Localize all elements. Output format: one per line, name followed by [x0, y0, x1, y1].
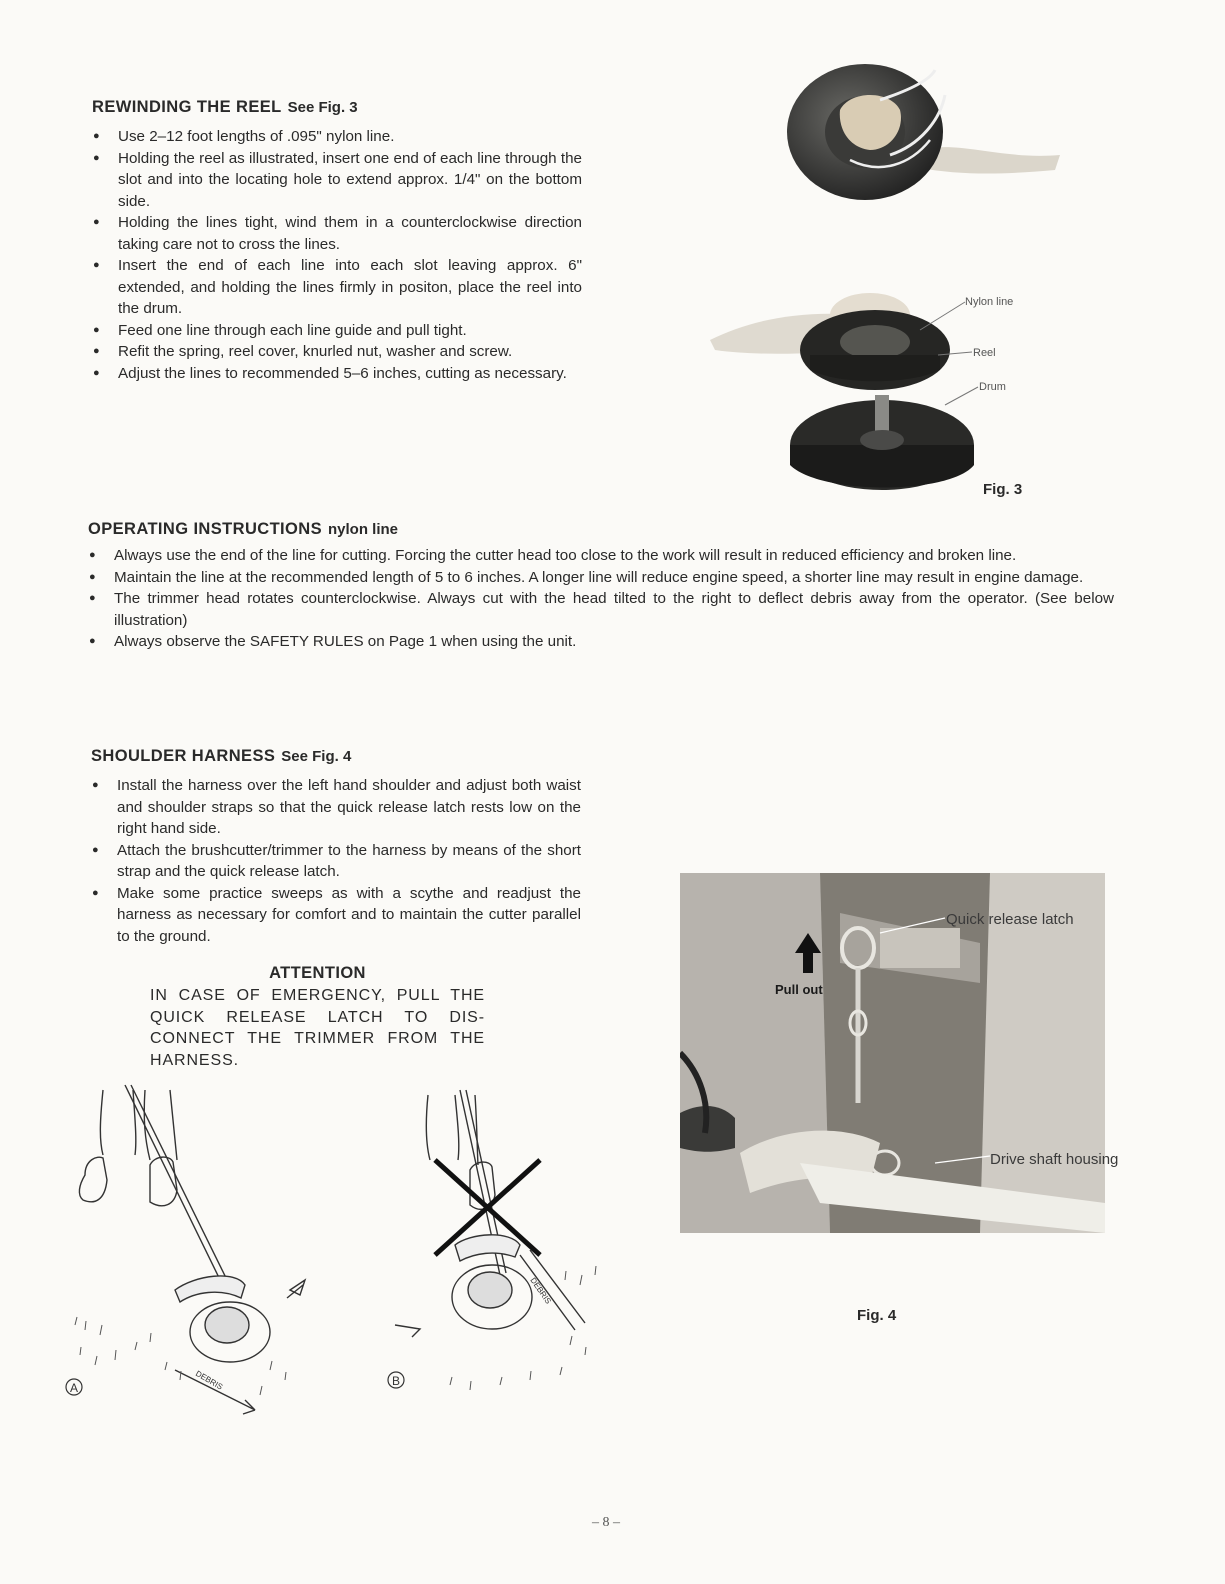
list-item: ● Feed one line through each line guide and pull tight.	[92, 320, 582, 342]
reel-heading	[92, 98, 582, 117]
list-item: ● Refit the spring, reel cover, knurled nut, washer and screw.	[92, 341, 582, 363]
harness-list	[91, 775, 581, 947]
drum-label: Drum	[979, 381, 1006, 393]
reel-list	[92, 126, 582, 384]
operating-list	[88, 545, 1114, 653]
page-number: – 8 –	[592, 1515, 620, 1530]
harness-section	[91, 747, 581, 947]
nylon-line-label: Nylon line	[965, 296, 1014, 308]
reel-hand-photo	[770, 50, 1070, 220]
illustration-a-debris: DEBRIS	[194, 1368, 225, 1392]
list-item: ● Install the harness over the left hand shoulder and adjust both waist and shoulder straps so that the quick release latch rests low on the right hand side.	[91, 775, 581, 840]
harness-heading	[91, 747, 581, 766]
list-item: ● Use 2–12 foot lengths of .095" nylon line.	[92, 126, 582, 148]
illustration-a-marker: A	[69, 1381, 79, 1395]
list-item: ● Insert the end of each line into each slot leaving approx. 6" extended, and holding the lines firmly in positon, place the reel into the drum.	[92, 255, 582, 320]
reel-section	[92, 98, 582, 384]
list-item: ● Make some practice sweeps as with a scythe and readjust the harness as necessary for comfort and to maintain the cutter parallel to the ground.	[91, 883, 581, 948]
quick-release-latch-label: Quick release latch	[946, 911, 1074, 928]
attention-title: ATTENTION	[269, 964, 366, 982]
illustration-b-incorrect	[380, 1085, 620, 1405]
list-item: ● Always use the end of the line for cutting. Forcing the cutter head too close to the work will result in reduced efficiency and broken line.	[88, 545, 1114, 567]
list-item: ● Attach the brushcutter/trimmer to the harness by means of the short strap and the quick release latch.	[91, 840, 581, 883]
pull-out-label: Pull out	[775, 982, 823, 997]
reel-title: REWINDING THE REEL	[92, 98, 282, 116]
operating-section	[88, 520, 1114, 653]
attention-box	[150, 964, 485, 1071]
attention-body: IN CASE OF EMERGENCY, PULL THE QUICK RELEASE LATCH TO DIS-CONNECT THE TRIMMER FROM THE HARNESS.	[150, 987, 485, 1069]
reel-label: Reel	[973, 347, 996, 359]
operating-heading	[88, 520, 1114, 539]
operating-title: OPERATING INSTRUCTIONS	[88, 520, 322, 538]
operating-ref: nylon line	[328, 521, 399, 538]
fig4-caption: Fig. 4	[857, 1307, 897, 1324]
list-item: ● Holding the reel as illustrated, insert one end of each line through the slot and into the locating hole to extend approx. 1/4" on the bottom side.	[92, 148, 582, 213]
list-item: ● Maintain the line at the recommended length of 5 to 6 inches. A longer line will reduce engine speed, a shorter line may result in engine damage.	[88, 567, 1114, 589]
list-item: ● Holding the lines tight, wind them in a counterclockwise direction taking care not to cross the lines.	[92, 212, 582, 255]
illustration-b-marker: B	[391, 1374, 401, 1388]
illustration-a-correct	[55, 1080, 335, 1420]
list-item: ● Adjust the lines to recommended 5–6 inches, cutting as necessary.	[92, 363, 582, 385]
harness-ref: See Fig. 4	[281, 748, 352, 765]
list-item: ● Always observe the SAFETY RULES on Page 1 when using the unit.	[88, 631, 1114, 653]
drive-shaft-label: Drive shaft housing	[990, 1151, 1119, 1168]
illustration-b-debris: DEBRIS	[528, 1275, 553, 1306]
reel-ref: See Fig. 3	[287, 99, 358, 116]
list-item: ● The trimmer head rotates counterclockwise. Always cut with the head tilted to the right to deflect debris away from the operator. (See below illustration)	[88, 588, 1114, 631]
fig3-caption: Fig. 3	[983, 481, 1023, 498]
harness-title: SHOULDER HARNESS	[91, 747, 276, 765]
